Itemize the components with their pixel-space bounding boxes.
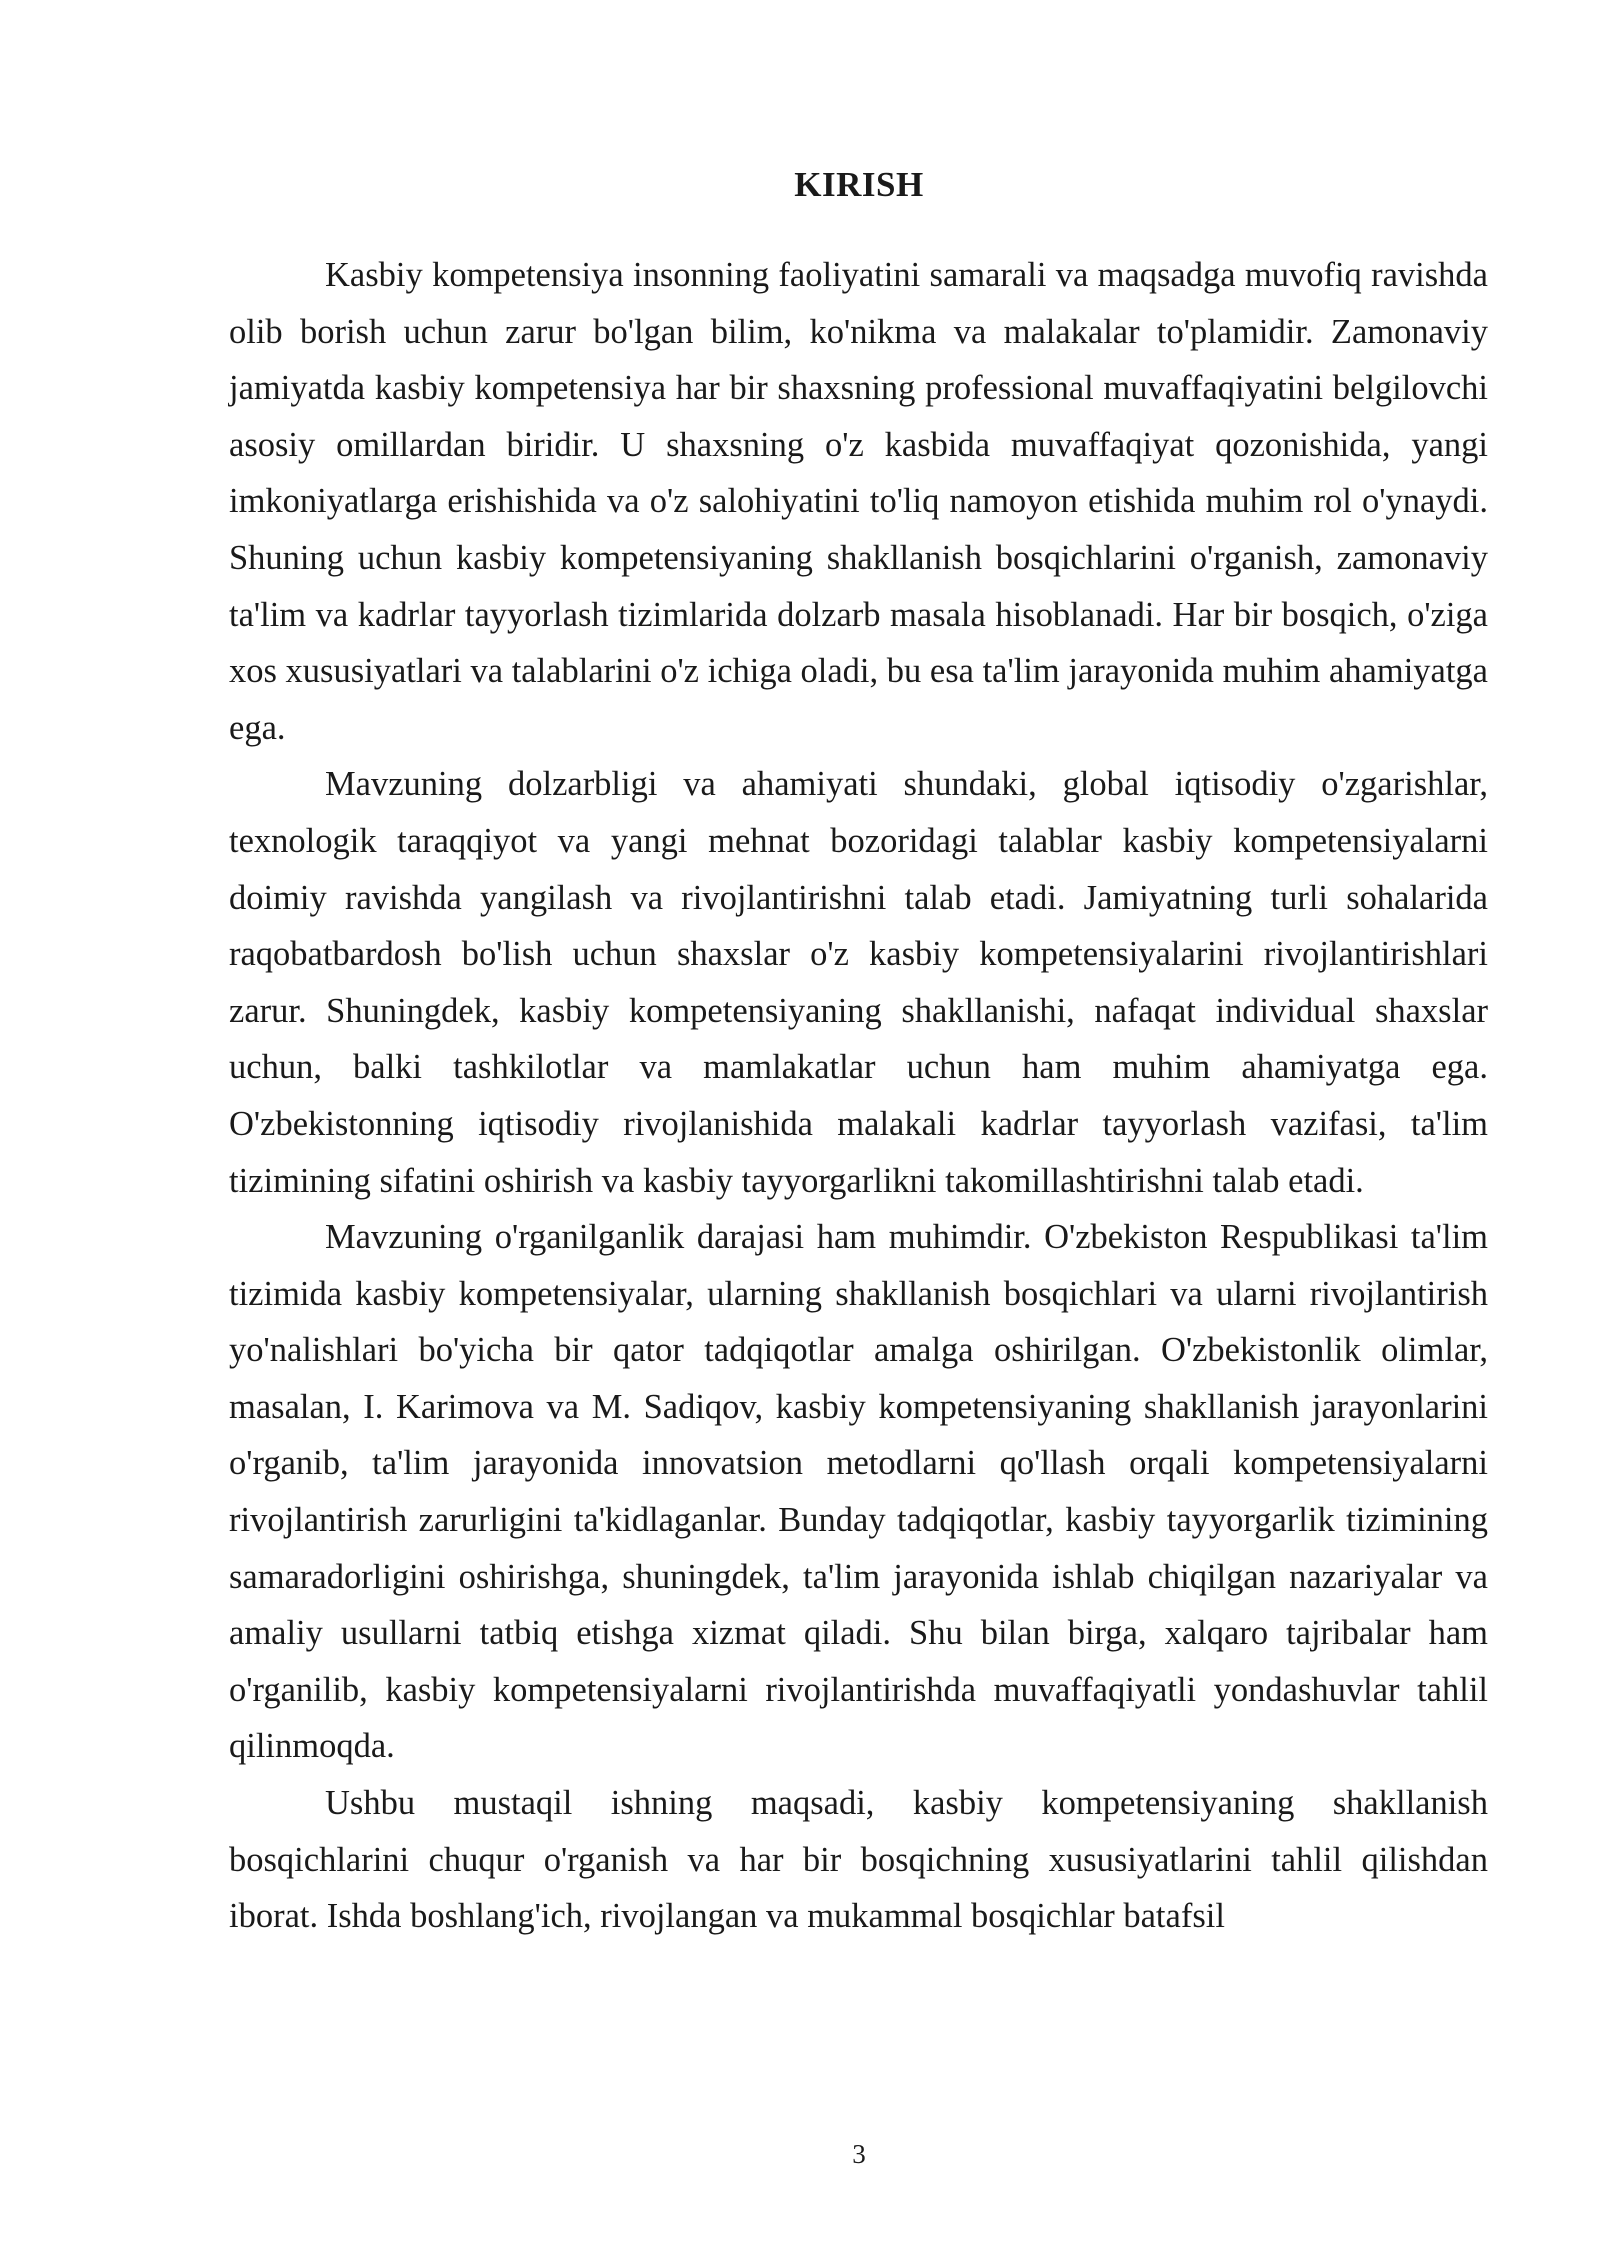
body-text (229, 247, 1488, 1945)
paragraph-relevance: Mavzuning dolzarbligi va ahamiyati shundaki, global iqtisodiy o'zgarishlar, texnologik taraqqiyot va yangi mehnat bozoridagi talablar kasbiy kompetensiyalarni doimiy ravishda yangilash va rivojlantirishni talab etadi. Jamiyatning turli sohalarida raqobatbardosh bo'lish uchun shaxslar o'z kasbiy kompetensiyalarini rivojlantirishlari zarur. Shuningdek, kasbiy kompetensiyaning shakllanishi, nafaqat individual shaxslar uchun, balki tashkilotlar va mamlakatlar uchun ham muhim ahamiyatga ega. O'zbekistonning iqtisodiy rivojlanishida malakali kadrlar tayyorlash vazifasi, ta'lim tizimining sifatini oshirish va kasbiy tayyorgarlikni takomillashtirishni talab etadi. (229, 765, 1488, 1200)
paragraph-goal: Ushbu mustaqil ishning maqsadi, kasbiy kompetensiyaning shakllanish bosqichlarini chuqur o'rganish va har bir bosqichning xususiyatlarini tahlil qilishdan iborat. Ishda boshlang'ich, rivojlangan va mukammal bosqichlar batafsil (229, 1784, 1488, 1936)
page-number: 3 (852, 2139, 866, 2169)
paragraph-intro: Kasbiy kompetensiya insonning faoliyatini samarali va maqsadga muvofiq ravishda olib borish uchun zarur bo'lgan bilim, ko'nikma va malakalar to'plamidir. Zamonaviy jamiyatda kasbiy kompetensiya har bir shaxsning professional muvaffaqiyatini belgilovchi asosiy omillardan biridir. U shaxsning o'z kasbida muvaffaqiyat qozonishida, yangi imkoniyatlarga erishishida va o'z salohiyatini to'liq namoyon etishida muhim rol o'ynaydi. Shuning uchun kasbiy kompetensiyaning shakllanish bosqichlarini o'rganish, zamonaviy ta'lim va kadrlar tayyorlash tizimlarida dolzarb masala hisoblanadi. Har bir bosqich, o'ziga xos xususiyatlari va talablarini o'z ichiga oladi, bu esa ta'lim jarayonida muhim ahamiyatga ega. (229, 256, 1488, 747)
paragraph-study-level: Mavzuning o'rganilganlik darajasi ham muhimdir. O'zbekiston Respublikasi ta'lim tizimida kasbiy kompetensiyalar, ularning shakllanish bosqichlari va ularni rivojlantirish yo'nalishlari bo'yicha bir qator tadqiqotlar amalga oshirilgan. O'zbekistonlik olimlar, masalan, I. Karimova va M. Sadiqov, kasbiy kompetensiyaning shakllanish jarayonlarini o'rganib, ta'lim jarayonida innovatsion metodlarni qo'llash orqali kompetensiyalarni rivojlantirish zarurligini ta'kidlaganlar. Bunday tadqiqotlar, kasbiy tayyorgarlik tizimining samaradorligini oshirishga, shuningdek, ta'lim jarayonida ishlab chiqilgan nazariyalar va amaliy usullarni tatbiq etishga xizmat qiladi. Shu bilan birga, xalqaro tajribalar ham o'rganilib, kasbiy kompetensiyalarni rivojlantirishda muvaffaqiyatli yondashuvlar tahlil qilinmoqda. (229, 1218, 1488, 1766)
page-title: KIRISH (794, 165, 924, 204)
